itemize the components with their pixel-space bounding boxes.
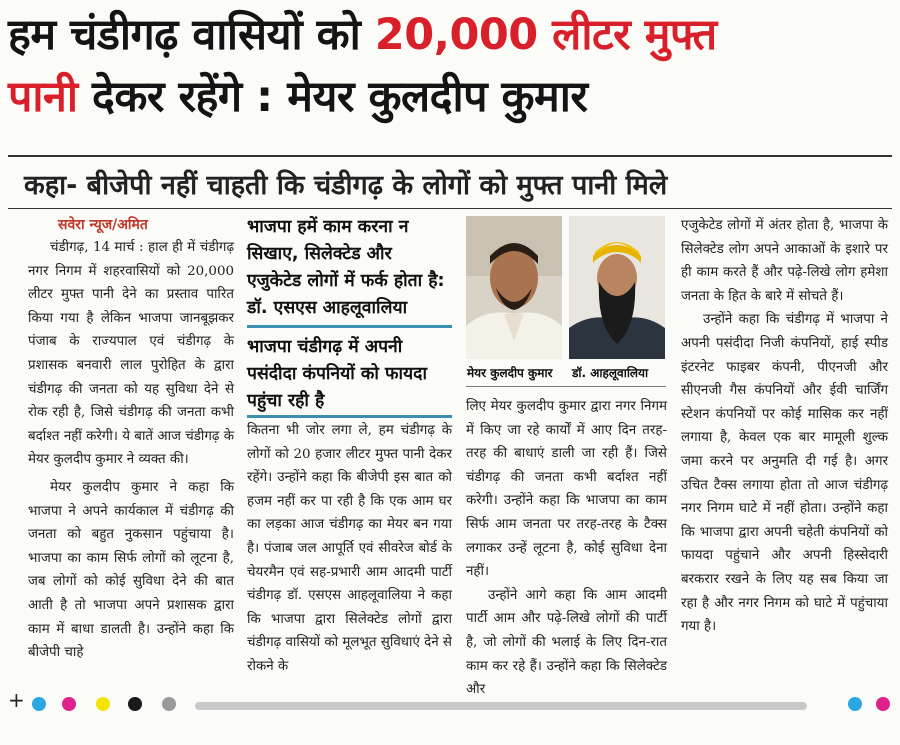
registration-dot-black <box>128 697 142 711</box>
byline: सवेरा न्यूज/अमित <box>58 217 148 233</box>
subhead-divider <box>8 208 892 209</box>
col2-paragraph-1: कितना भी जोर लगा ले, हम चंडीगढ़ के लोगों को 20 हजार लीटर मुफ्त पानी देकर रहेंगे। उन्होंने कहा कि बीजेपी इस बात को हजम नहीं कर पा रही है कि एक आम घर का लड़का आज चंडीगढ़ का मेयर बन गया है। पंजाब जल आपूर्ति एवं सीवरेज बोर्ड के चेयरमैन एवं सह-प्रभारी आम आदमी पार्टी चंडीगढ़ डॉ. एसएस आहलूवालिया ने कहा कि भाजपा द्वारा सिलेक्टेड लोगों द्वारा चंडीगढ़ वासियों को मूलभूत सुविधाएं देने से रोकने के <box>247 423 452 674</box>
pull-quote-divider <box>247 325 452 328</box>
photo-caption-divider <box>466 386 666 387</box>
registration-bar <box>195 702 807 710</box>
ahluwalia-photo-caption: डॉ. आहलूवालिया <box>572 366 649 380</box>
headline-part4: देकर रहेंगे : मेयर कुलदीप कुमार <box>77 72 588 122</box>
registration-dot-grey <box>162 697 176 711</box>
pull-quote-1: भाजपा हमें काम करना न सिखाए, सिलेक्टेड और एजुकेटेड लोगों में फर्क होता है: डॉ. एसएस आहलूवालिया <box>247 217 445 318</box>
col1-paragraph-1: चंडीगढ़, 14 मार्च : हाल ही में चंडीगढ़ नगर निगम में शहरवासियों को 20,000 लीटर मुफ्त पानी देने का प्रस्ताव पारित किया गया है लेकिन भाजपा जानबूझकर पंजाब के राज्यपाल एवं चंडीगढ़ के प्रशासक बनवारी लाल पुरोहित के द्वारा चंडीगढ़ की जनता को यह सुविधा देने से रोक रही है, जिसे चंडीगढ़ की जनता कभी बर्दाश्त नहीं करेगी। ये बातें आज चंडीगढ़ के मेयर कुलदीप कुमार ने व्यक्त की। <box>28 240 234 468</box>
registration-dot-cyan-2 <box>848 697 862 711</box>
crop-mark-plus: + <box>8 688 25 712</box>
pull-quote-divider-2 <box>247 415 452 418</box>
headline-highlight-2: पानी <box>8 72 78 122</box>
col4-paragraph-1: एजुकेटेड लोगों में अंतर होता है, भाजपा के सिलेक्टेड लोग अपने आकाओं के इशारे पर ही काम करते हैं और पढ़े-लिखे लोग हमेशा जनता के हित के बारे में सोचते हैं। <box>681 218 888 304</box>
mayor-photo <box>466 216 562 359</box>
col3-paragraph-2: उन्होंने आगे कहा कि आम आदमी पार्टी आम और पढ़े-लिखे लोगों की पार्टी है, जो लोगों की भलाई के लिए दिन-रात काम कर रहे हैं। उन्होंने कहा कि सिलेक्टेड और <box>466 587 667 698</box>
registration-dot-magenta-2 <box>876 697 890 711</box>
col4-paragraph-2: उन्होंने कहा कि चंडीगढ़ में भाजपा ने अपनी पसंदीदा निजी कंपनियों, हाई स्पीड इंटरनेट फाइबर कंपनी, पीएनजी और सीएनजी गैस कंपनियों और ईवी चार्जिंग स्टेशन कंपनियों पर कोई मासिक कर नहीं लगाया है, केवल एक बार मामूली शुल्क जमा करने पर अनुमति दी गई है। अगर उचित टैक्स लगाया होता तो आज चंडीगढ़ नगर निगम घाटे में नहीं होता। उन्होंने कहा कि भाजपा द्वारा अपनी चहेती कंपनियों को फायदा पहुंचाने और अपनी हिस्सेदारी बरकरार रखने के लिए यह सब किया जा रहा है और नगर निगम को घाटे में पहुंचाया गया है। <box>681 312 888 635</box>
col3-paragraph-1: लिए मेयर कुलदीप कुमार द्वारा नगर निगम में किए जा रहे कार्यों में आए दिन तरह-तरह की बाधाएं डाली जा रही हैं। जिसे चंडीगढ़ की जनता कभी बर्दाश्त नहीं करेगी। उन्होंने कहा कि भाजपा का काम सिर्फ आम जनता पर तरह-तरह के टैक्स लगाकर उन्हें लूटना है, कोई सुविधा देना नहीं। <box>466 399 667 580</box>
headline <box>8 4 892 128</box>
article-column-1 <box>28 214 234 665</box>
headline-highlight: 20,000 लीटर मुफ्त <box>374 10 717 60</box>
pull-quote-2: भाजपा चंडीगढ़ में अपनी पसंदीदा कंपनियों को फायदा पहुंचा रही है <box>247 337 427 411</box>
ahluwalia-photo <box>569 216 665 359</box>
registration-dot-magenta <box>62 697 76 711</box>
headline-part1: हम चंडीगढ़ वासियों को <box>8 10 375 60</box>
mayor-photo-caption: मेयर कुलदीप कुमार <box>467 366 553 380</box>
registration-dot-cyan <box>32 697 46 711</box>
article-column-2 <box>247 419 452 679</box>
article-column-4 <box>681 214 888 639</box>
col1-paragraph-2: मेयर कुलदीप कुमार ने कहा कि भाजपा ने अपने कार्यकाल में चंडीगढ़ की जनता को बहुत नुकसान पहुंचाया है। भाजपा का काम सिर्फ लोगों को लूटना है, जब लोगों को कोई सुविधा देने की बात आती है तो भाजपा अपने प्रशासक द्वारा काम में बाधा डालती है। उन्होंने कहा कि बीजेपी चाहे <box>28 479 234 661</box>
headline-divider <box>8 155 892 157</box>
article-column-3 <box>466 395 667 702</box>
subheadline: कहा- बीजेपी नहीं चाहती कि चंडीगढ़ के लोगों को मुफ्त पानी मिले <box>24 170 668 201</box>
registration-dot-yellow <box>96 697 110 711</box>
